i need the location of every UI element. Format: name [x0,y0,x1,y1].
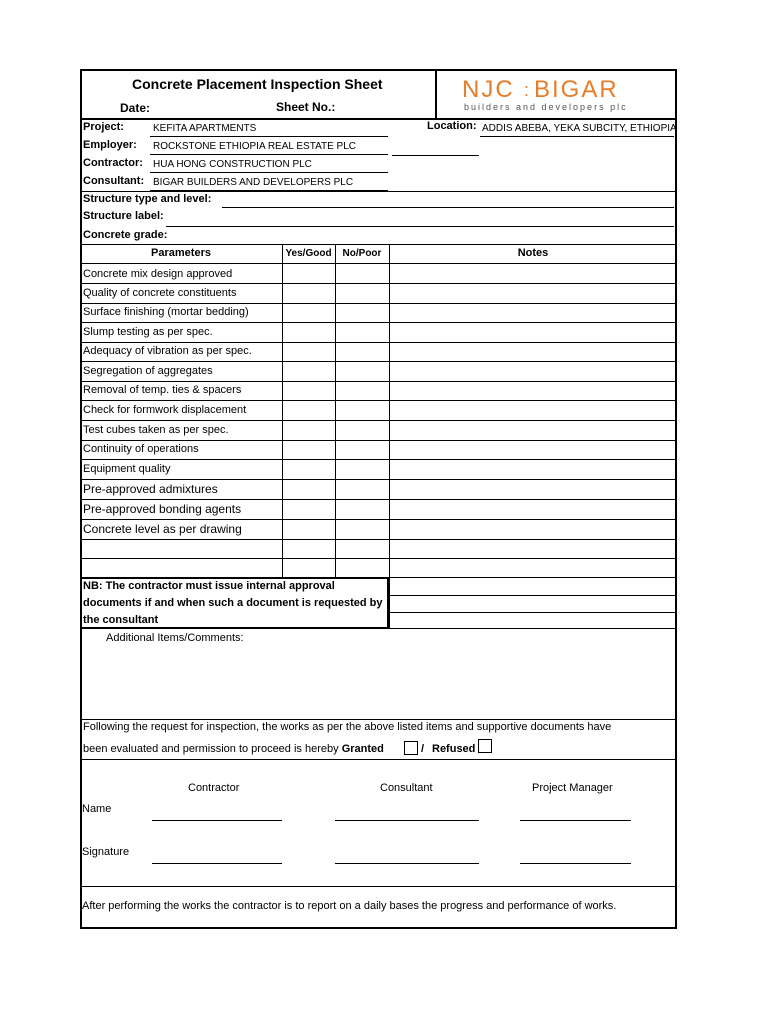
sheet-no-label: Sheet No.: [276,100,336,114]
refused-label: Refused [432,743,476,755]
footer-note: After performing the works the contractor is to report on a daily bases the progress and performance of works. [82,900,617,912]
location-underline-2 [392,155,479,156]
comments-label: Additional Items/Comments: [106,632,244,644]
project-underline [150,136,388,137]
header-no-poor: No/Poor [342,248,382,259]
contractor-signature-line[interactable] [152,863,282,864]
row-line [80,539,677,540]
employer-underline [150,154,388,155]
refused-checkbox[interactable] [478,739,492,753]
employer-value: ROCKSTONE ETHIOPIA REAL ESTATE PLC [153,141,357,152]
row-line [80,283,677,284]
table-bottom-border [80,628,677,629]
row-label: Check for formwork displacement [83,404,247,416]
company-logo [462,76,662,116]
row-line [80,479,677,480]
logo-mark: NJC [462,76,515,103]
row-line [80,400,677,401]
row-label: Test cubes taken as per spec. [83,424,229,436]
row-line [80,322,677,323]
row-label: Concrete mix design approved [83,268,233,280]
header-bottom-border [80,118,677,120]
row-line [80,440,677,441]
nb-text-line: documents if and when such a document is requested by [83,597,383,609]
option-separator: / [421,743,425,755]
contractor-underline [150,172,388,173]
consultant-name-line[interactable] [335,820,479,821]
col-line-2 [335,244,336,578]
structure-type-label: Structure type and level: [83,193,212,205]
row-line [80,361,677,362]
project-value: KEFITA APARTMENTS [153,123,257,134]
project-manager-name-line[interactable] [520,820,631,821]
contractor-value: HUA HONG CONSTRUCTION PLC [153,159,312,170]
signatures-bottom-border [80,886,677,887]
row-line [80,499,677,500]
row-label: Continuity of operations [83,443,199,455]
consultant-value: BIGAR BUILDERS AND DEVELOPERS PLC [153,177,354,188]
permission-sentence: been evaluated and permission to proceed is hereby [83,743,339,755]
location-label: Location: [427,120,477,132]
structure-label-line [166,226,674,227]
structure-type-line [222,207,674,208]
row-line [80,303,677,304]
employer-label: Employer: [83,139,137,151]
row-label: Slump testing as per spec. [83,326,213,338]
contractor-name-line[interactable] [152,820,282,821]
signature-label: Signature [82,846,130,858]
row-line [80,459,677,460]
structure-label-label: Structure label: [83,210,164,222]
nb-text-line: NB: The contractor must issue internal approval [83,580,335,592]
col-line-1 [282,244,283,578]
comments-bottom-border [80,719,677,720]
project-manager-signature-line[interactable] [520,863,631,864]
row-label: Quality of concrete constituents [83,287,237,299]
header-yes-good: Yes/Good [285,248,332,259]
logo-brand: BIGAR [534,76,619,103]
permission-text-line-2 [83,743,384,756]
header-divider [435,69,437,119]
consultant-signature-line[interactable] [335,863,479,864]
consultant-label: Consultant: [83,175,145,187]
consultant-heading: Consultant [380,782,433,794]
notes-row-line [389,595,677,596]
project-label: Project: [83,121,124,133]
page-title: Concrete Placement Inspection Sheet [132,76,383,92]
date-label: Date: [120,101,151,115]
row-line [80,519,677,520]
nb-text-line: the consultant [83,614,159,626]
row-label: Equipment quality [83,463,171,475]
row-line [80,420,677,421]
location-underline-1 [480,136,674,137]
info-divider [80,191,677,192]
row-line [80,342,677,343]
col-line-3 [389,244,390,629]
row-label: Segregation of aggregates [83,365,213,377]
row-label: Removal of temp. ties & spacers [83,384,242,396]
row-label: Surface finishing (mortar bedding) [83,306,249,318]
contractor-heading: Contractor [188,782,240,794]
concrete-grade-label: Concrete grade: [83,229,168,241]
header-notes: Notes [517,247,549,259]
logo-tagline: builders and developers plc [464,102,628,112]
row-label: Adequacy of vibration as per spec. [83,345,252,357]
header-bottom-line [80,263,677,264]
granted-checkbox[interactable] [404,741,418,755]
row-label: Concrete level as per drawing [83,522,242,536]
location-value: ADDIS ABEBA, YEKA SUBCITY, ETHIOPIA [482,123,677,134]
header-parameters: Parameters [151,247,211,259]
project-manager-heading: Project Manager [532,782,613,794]
row-label: Pre-approved admixtures [83,482,218,496]
table-top-border [80,244,677,245]
row-label: Pre-approved bonding agents [83,502,242,516]
name-label: Name [82,803,112,815]
granted-label: Granted [341,743,384,755]
permission-text-line-1: Following the request for inspection, the works as per the above listed items and supportive documents have [83,721,612,733]
row-line [80,381,677,382]
notes-row-line [389,612,677,613]
row-line [80,558,677,559]
logo-separator: : [524,80,530,100]
contractor-label: Contractor: [83,157,143,169]
permission-bottom-border [80,759,677,760]
